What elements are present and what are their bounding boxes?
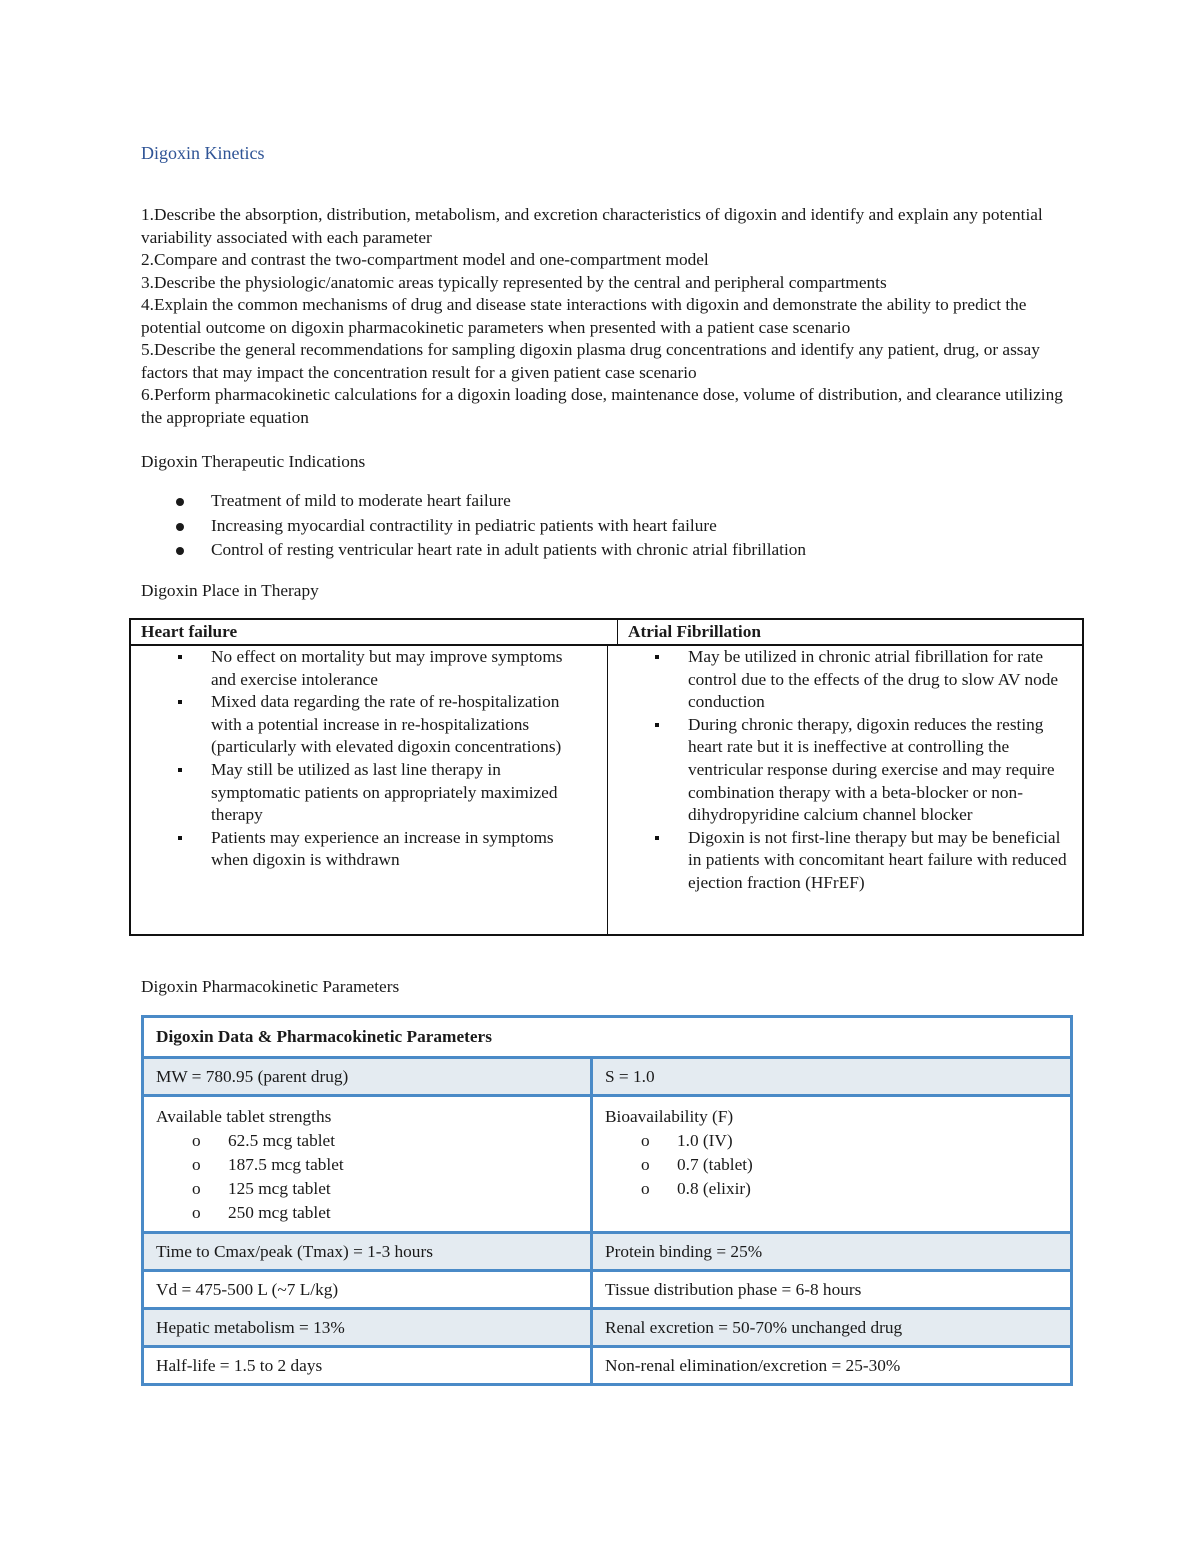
table-row — [143, 1096, 1072, 1233]
heart-failure-column — [131, 646, 608, 934]
vd-cell: Vd = 475-500 L (~7 L/kg) — [143, 1271, 592, 1309]
list-item: Digoxin is not first-line therapy but may be beneficial in patients with concomitant heart failure with reduced ejection fraction (HFrEF) — [608, 827, 1082, 895]
list-item: Mixed data regarding the rate of re-hospitalization with a potential increase in re-hospitalizations (particularly with elevated digoxin concentrations) — [131, 691, 607, 759]
bioavailability-label: Bioavailability (F) — [605, 1107, 734, 1126]
list-item: o 62.5 mcg tablet — [156, 1129, 578, 1153]
bullet-icon — [176, 523, 184, 531]
pk-heading: Digoxin Pharmacokinetic Parameters — [141, 977, 400, 996]
list-item: Increasing myocardial contractility in pediatric patients with heart failure — [141, 514, 806, 539]
circle-bullet-icon: o — [641, 1131, 650, 1150]
table-row — [143, 1347, 1072, 1385]
indications-list — [141, 489, 806, 563]
objective-1: 1.Describe the absorption, distribution, metabolism, and excretion characteristics of digoxin and identify and explain any potential variability associated with each parameter — [141, 205, 1043, 247]
non-renal-elimination-cell: Non-renal elimination/excretion = 25-30% — [592, 1347, 1072, 1385]
list-item: o 187.5 mcg tablet — [156, 1153, 578, 1177]
list-item: No effect on mortality but may improve symptoms and exercise intolerance — [131, 646, 607, 691]
bullet-icon — [178, 768, 182, 772]
place-in-therapy-table — [129, 618, 1084, 936]
table-row — [143, 1309, 1072, 1347]
bioavailability-cell — [592, 1096, 1072, 1233]
bullet-icon — [178, 655, 182, 659]
list-item: o 250 mcg tablet — [156, 1201, 578, 1225]
objective-5: 5.Describe the general recommendations for sampling digoxin plasma drug concentrations and identify any patient, drug, or assay factors that may impact the concentration result for a given patient case scenario — [141, 340, 1040, 382]
pk-parameters-table — [141, 1015, 1073, 1386]
list-item: Control of resting ventricular heart rate in adult patients with chronic atrial fibrillation — [141, 538, 806, 563]
list-item: o 0.7 (tablet) — [605, 1153, 1058, 1177]
pk-table-title: Digoxin Data & Pharmacokinetic Parameters — [143, 1017, 1072, 1058]
circle-bullet-icon: o — [192, 1179, 201, 1198]
table-row — [143, 1271, 1072, 1309]
bullet-icon — [178, 700, 182, 704]
therapy-table-header — [131, 620, 1082, 646]
bullet-icon — [176, 498, 184, 506]
objective-4: 4.Explain the common mechanisms of drug and disease state interactions with digoxin and demonstrate the ability to predict the potential outcome on digoxin pharmacokinetic parameters when presented with a patient case scenario — [141, 295, 1027, 337]
document-title: Digoxin Kinetics — [141, 143, 265, 163]
therapy-heading: Digoxin Place in Therapy — [141, 581, 319, 600]
heart-failure-header: Heart failure — [131, 620, 618, 644]
bullet-icon — [178, 836, 182, 840]
list-item: Treatment of mild to moderate heart failure — [141, 489, 806, 514]
salt-factor-cell: S = 1.0 — [592, 1058, 1072, 1096]
list-item: Patients may experience an increase in symptoms when digoxin is withdrawn — [131, 827, 607, 872]
circle-bullet-icon: o — [641, 1179, 650, 1198]
mw-cell: MW = 780.95 (parent drug) — [143, 1058, 592, 1096]
atrial-fibrillation-header: Atrial Fibrillation — [628, 622, 761, 641]
therapy-table-body — [131, 646, 1082, 934]
table-row — [143, 1058, 1072, 1096]
list-item: May be utilized in chronic atrial fibrillation for rate control due to the effects of the drug to slow AV node conduction — [608, 646, 1082, 714]
objective-6: 6.Perform pharmacokinetic calculations for a digoxin loading dose, maintenance dose, volume of distribution, and clearance utilizing the appropriate equation — [141, 385, 1063, 427]
renal-excretion-cell: Renal excretion = 50-70% unchanged drug — [592, 1309, 1072, 1347]
list-item: May still be utilized as last line therapy in symptomatic patients on appropriately maximized therapy — [131, 759, 607, 827]
circle-bullet-icon: o — [192, 1131, 201, 1150]
bullet-icon — [655, 655, 659, 659]
half-life-cell: Half-life = 1.5 to 2 days — [143, 1347, 592, 1385]
bullet-icon — [655, 723, 659, 727]
list-item: o 125 mcg tablet — [156, 1177, 578, 1201]
circle-bullet-icon: o — [641, 1155, 650, 1174]
atrial-fibrillation-column — [608, 646, 1082, 934]
objective-2: 2.Compare and contrast the two-compartment model and one-compartment model — [141, 250, 709, 269]
circle-bullet-icon: o — [192, 1203, 201, 1222]
tmax-cell: Time to Cmax/peak (Tmax) = 1-3 hours — [143, 1233, 592, 1271]
tablet-strengths-label: Available tablet strengths — [156, 1107, 332, 1126]
table-row — [143, 1017, 1072, 1058]
table-row — [143, 1233, 1072, 1271]
bullet-icon — [176, 547, 184, 555]
tissue-distribution-cell: Tissue distribution phase = 6-8 hours — [592, 1271, 1072, 1309]
objective-3: 3.Describe the physiologic/anatomic areas typically represented by the central and peripheral compartments — [141, 272, 887, 292]
list-item: o 1.0 (IV) — [605, 1129, 1058, 1153]
hepatic-metabolism-cell: Hepatic metabolism = 13% — [143, 1309, 592, 1347]
list-item: During chronic therapy, digoxin reduces the resting heart rate but it is ineffective at controlling the ventricular response during exercise and may require combination therapy with a beta-blocker or non-dihydropyridine calcium channel blocker — [608, 714, 1082, 827]
list-item: o 0.8 (elixir) — [605, 1177, 1058, 1201]
indications-heading: Digoxin Therapeutic Indications — [141, 452, 366, 471]
protein-binding-cell: Protein binding = 25% — [592, 1233, 1072, 1271]
bullet-icon — [655, 836, 659, 840]
learning-objectives — [141, 204, 1071, 429]
tablet-strengths-cell — [143, 1096, 592, 1233]
circle-bullet-icon: o — [192, 1155, 201, 1174]
